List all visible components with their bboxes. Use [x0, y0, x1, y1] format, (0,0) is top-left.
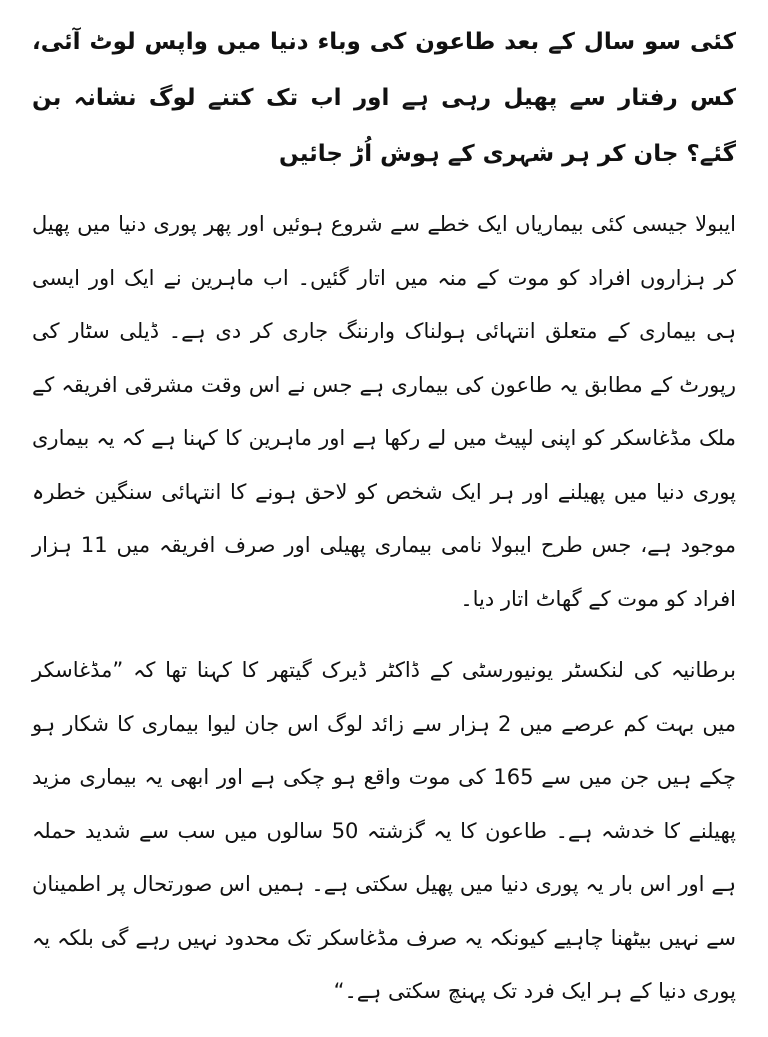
article-paragraph-2: برطانیہ کی لنکسٹر یونیورسٹی کے ڈاکٹر ڈیرک گیتھر کا کہنا تھا کہ ”مڈغاسکر میں بہت کم عرصے میں 2 ہزار سے زائد لوگ اس جان لیوا بیماری کا شکار ہو چکے ہیں جن میں سے 165 کی موت واقع ہو چکی ہے اور ابھی یہ بیماری مزید پھیلنے کا خدشہ ہے۔ طاعون کا یہ گزشتہ 50 سالوں میں سب سے شدید حملہ ہے اور اس بار یہ پوری دنیا میں پھیل سکتی ہے۔ ہمیں اس صورتحال پر اطمینان سے نہیں بیٹھنا چاہیے کیونکہ یہ صرف مڈغاسکر تک محدود نہیں رہے گی بلکہ یہ پوری دنیا کے ہر ایک فرد تک پہنچ سکتی ہے۔“ — [32, 658, 737, 1003]
news-article — [32, 14, 736, 1037]
article-paragraph-1: ایبولا جیسی کئی بیماریاں ایک خطے سے شروع ہوئیں اور پھر پوری دنیا میں پھیل کر ہزاروں افراد کو موت کے منہ میں اتار گئیں۔ اب ماہرین نے ایک اور ایسی ہی بیماری کے متعلق انتہائی ہولناک وارننگ جاری کر دی ہے۔ ڈیلی سٹار کی رپورٹ کے مطابق یہ طاعون کی بیماری ہے جس نے اس وقت مشرقی افریقہ کے ملک مڈغاسکر کو اپنی لپیٹ میں لے رکھا ہے اور ماہرین کا کہنا ہے کہ یہ بیماری پوری دنیا میں پھیلنے اور ہر ایک شخص کو لاحق ہونے کا انتہائی سنگین خطرہ موجود ہے، جس طرح ایبولا نامی بیماری پھیلی اور صرف افریقہ میں 11 ہزار افراد کو موت کے گھاٹ اتار دیا۔ — [32, 212, 736, 611]
article-headline: کئی سو سال کے بعد طاعون کی وباء دنیا میں واپس لوٹ آئی، کس رفتار سے پھیل رہی ہے اور اب تک کتنے لوگ نشانہ بن گئے؟ جان کر ہر شہری کے ہوش اُڑ جائیں — [32, 29, 736, 167]
